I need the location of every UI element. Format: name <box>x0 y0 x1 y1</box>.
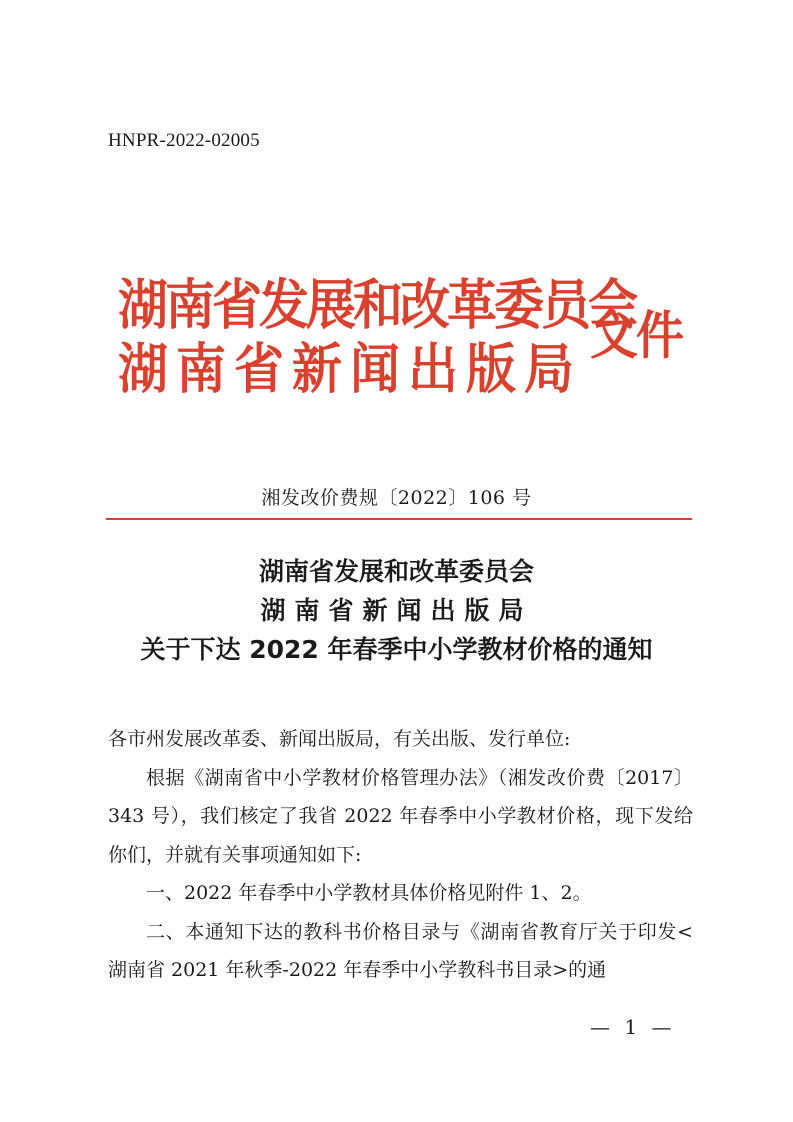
title-line-3: 关于下达 2022 年春季中小学教材价格的通知 <box>140 635 653 664</box>
red-divider-line <box>106 518 692 520</box>
document-title <box>0 552 793 669</box>
letterhead-issuer-2: 湖南省新闻出版局 <box>118 337 582 401</box>
body-paragraph: 根据《湖南省中小学教材价格管理办法》（湘发改价费〔2017〕343 号），我们核定了我省 2022 年春季中小学教材价格，现下发给你们，并就有关事项通知如下: <box>108 766 693 866</box>
title-line-2: 湖南省新闻出版局 <box>260 596 533 625</box>
body-item-1: 一、2022 年春季中小学教材具体价格见附件 1、2。 <box>146 882 592 904</box>
document-number: 湘发改价费规〔2022〕106 号 <box>261 487 532 509</box>
salutation: 各市州发展改革委、新闻出版局，有关出版、发行单位: <box>108 728 571 750</box>
title-line-1: 湖南省发展和改革委员会 <box>258 557 534 586</box>
letterhead-suffix: 文件 <box>590 305 683 367</box>
letterhead-issuer-1: 湖南省发展和改革委员会 <box>118 273 635 337</box>
red-letterhead <box>118 262 698 422</box>
body-item-2: 二、本通知下达的教科书价格目录与《湖南省教育厅关于印发<湖南省 2021 年秋季-2022 年春季中小学教科书目录>的通 <box>108 920 693 981</box>
document-body <box>108 720 693 990</box>
page-number: — 1 — <box>590 1015 676 1039</box>
document-code: HNPR-2022-02005 <box>108 130 260 151</box>
